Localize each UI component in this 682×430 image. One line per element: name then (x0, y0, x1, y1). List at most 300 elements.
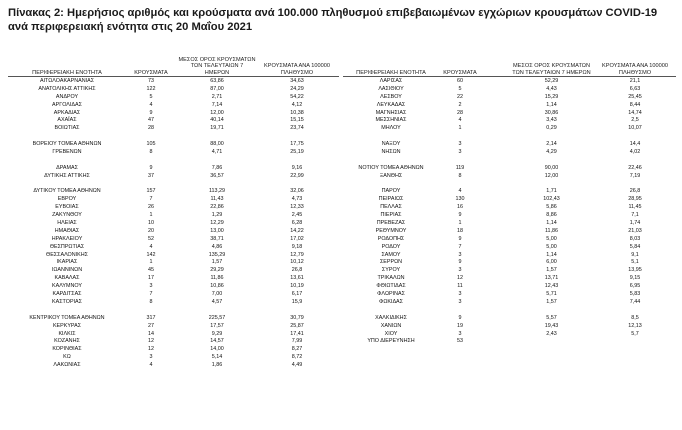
per100k-cell: 12,33 (290, 204, 304, 211)
region-cell: ΔΡΑΜΑΣ (56, 164, 78, 171)
per100k-cell: 5,1 (631, 259, 639, 266)
cases-cell: 28 (457, 109, 463, 116)
cases-cell: 317 (146, 314, 156, 321)
table-row (8, 149, 339, 157)
cases-cell: 8 (149, 149, 153, 156)
cases-cell: 60 (457, 78, 463, 84)
table-row (8, 125, 339, 133)
region-cell: ΛΕΣΒΟΥ (380, 93, 402, 100)
cases-cell: 52 (148, 235, 154, 242)
table-spacer (8, 307, 339, 315)
cases-cell: 10 (148, 220, 154, 227)
table-row (8, 188, 339, 196)
table-spacer (343, 307, 676, 315)
table-row (8, 244, 339, 252)
cases-cell: 26 (148, 204, 154, 211)
avg-cell: 40,14 (210, 117, 224, 124)
avg-cell: 19,43 (544, 322, 559, 329)
per100k-cell: 1,74 (629, 220, 641, 227)
table-row (8, 141, 339, 149)
per100k-cell: 23,74 (290, 125, 304, 132)
table-spacer (343, 157, 676, 165)
table-row (8, 354, 339, 362)
table-row (8, 228, 339, 236)
avg-cell: 7,14 (211, 101, 223, 108)
avg-cell: 90,00 (544, 164, 559, 171)
cases-cell: 9 (458, 259, 462, 266)
per100k-cell: 2,45 (291, 212, 303, 219)
table-row (343, 323, 676, 331)
table-spacer (8, 181, 339, 189)
table-row (343, 165, 676, 173)
region-cell: ΡΟΔΟΠΗΣ (377, 235, 405, 242)
cases-cell: 9 (458, 314, 462, 321)
per100k-cell: 7,99 (291, 338, 303, 345)
table-row (8, 275, 339, 283)
cases-cell: 4 (149, 101, 153, 108)
avg-cell: 36,57 (210, 172, 224, 179)
cases-cell: 20 (148, 227, 154, 234)
table-row (8, 212, 339, 220)
per100k-cell: 25,19 (290, 149, 304, 156)
per100k-cell: 15,15 (290, 117, 304, 124)
avg-cell: 11,43 (210, 196, 224, 203)
region-cell: ΑΡΓΟΛΙΔΑΣ (52, 101, 82, 108)
per100k-cell: 17,75 (290, 141, 304, 148)
header-avg: ΜΕΣΟΣ ΟΡΟΣ ΚΡΟΥΣΜΑΤΩΝ ΤΩΝ ΤΕΛΕΥΤΑΙΩΝ 7 ΗΜΕΡΩΝ (178, 56, 256, 76)
avg-cell: 12,43 (544, 283, 559, 290)
header-cases: ΚΡΟΥΣΜΑΤΑ (134, 69, 168, 76)
region-cell: ΕΥΒΟΙΑΣ (55, 204, 79, 211)
region-cell: ΠΑΡΟΥ (381, 188, 401, 195)
per100k-cell: 12,13 (628, 322, 642, 329)
cases-cell: 9 (149, 109, 153, 116)
avg-cell: 4,29 (546, 149, 557, 156)
header-divider (8, 76, 339, 77)
table-row (343, 173, 676, 181)
cases-cell: 9 (458, 212, 462, 219)
table-row (343, 117, 676, 125)
table-row (8, 86, 339, 94)
region-cell: ΡΟΔΟΥ (381, 243, 401, 250)
cases-cell: 3 (458, 298, 462, 305)
cases-cell: 19 (457, 322, 463, 329)
per100k-cell: 28,95 (628, 196, 642, 203)
avg-cell: 1,14 (546, 101, 557, 108)
per100k-cell: 15,9 (291, 298, 303, 305)
per100k-cell: 26,8 (291, 267, 303, 274)
table-row (8, 165, 339, 173)
table-row (8, 338, 339, 346)
cases-cell: 17 (148, 275, 154, 282)
avg-cell: 11,86 (544, 227, 559, 234)
per100k-cell: 10,19 (290, 283, 304, 290)
cases-cell: 142 (146, 251, 156, 258)
avg-cell: 4,43 (546, 85, 557, 92)
cases-cell: 1 (149, 259, 153, 266)
region-cell: ΚΑΛΥΜΝΟΥ (52, 283, 82, 290)
cases-cell: 130 (455, 196, 465, 203)
table-row (8, 323, 339, 331)
cases-cell: 8 (149, 298, 153, 305)
region-cell: ΕΒΡΟΥ (57, 196, 77, 203)
avg-cell: 0,29 (546, 125, 557, 132)
avg-cell: 5,14 (211, 354, 223, 361)
region-cell: ΥΠΟ ΔΙΕΡΕΥΝΗΣΗ (367, 338, 415, 345)
avg-cell: 113,29 (208, 188, 226, 195)
cases-cell: 9 (149, 164, 153, 171)
region-cell: ΧΙΟΥ (384, 330, 398, 337)
cases-cell: 27 (148, 322, 154, 329)
table-row (8, 283, 339, 291)
table-row (343, 315, 676, 323)
cases-cell: 5 (458, 85, 462, 92)
table-row (8, 204, 339, 212)
table-row (343, 291, 676, 299)
table-row (8, 196, 339, 204)
avg-cell: 11,86 (210, 275, 224, 282)
per100k-cell: 8,27 (291, 346, 303, 353)
region-cell: ΑΝΑΤΟΛΙΚΗΣ ΑΤΤΙΚΗΣ (38, 85, 96, 92)
table-row (8, 173, 339, 181)
per100k-cell: 5,84 (629, 243, 641, 250)
table-row (8, 315, 339, 323)
region-cell: ΝΑΞΟΥ (381, 141, 401, 148)
table-row (343, 259, 676, 267)
region-cell: ΚΟΖΑΝΗΣ (54, 338, 80, 345)
avg-cell: 12,00 (544, 172, 559, 179)
per100k-cell: 14,22 (290, 227, 304, 234)
region-cell: ΖΑΚΥΝΘΟΥ (52, 212, 82, 219)
cases-cell: 45 (148, 267, 154, 274)
per100k-cell: 8,44 (629, 101, 641, 108)
table-row (343, 94, 676, 102)
avg-cell: 2,71 (211, 93, 223, 100)
avg-cell: 102,43 (543, 196, 560, 203)
per100k-cell: 25,45 (628, 93, 642, 100)
cases-cell: 18 (457, 227, 463, 234)
table-row (343, 220, 676, 228)
cases-cell: 105 (146, 141, 156, 148)
per100k-cell: 21,1 (629, 78, 641, 84)
region-cell: ΓΡΕΒΕΝΩΝ (52, 149, 82, 156)
region-cell: ΘΕΣΠΡΩΤΙΑΣ (49, 243, 85, 250)
avg-cell: 14,57 (210, 338, 224, 345)
cases-cell: 22 (457, 93, 463, 100)
avg-cell: 5,00 (546, 235, 557, 242)
avg-cell: 63,86 (210, 78, 224, 84)
avg-cell: 30,86 (544, 109, 559, 116)
table-row (343, 331, 676, 339)
region-cell: ΛΑΣΙΘΙΟΥ (378, 85, 404, 92)
table-row (8, 267, 339, 275)
region-cell: ΗΛΕΙΑΣ (57, 220, 77, 227)
region-cell: ΚΑΡΔΙΤΣΑΣ (52, 291, 82, 298)
per100k-cell: 54,22 (290, 93, 304, 100)
avg-cell: 87,00 (210, 85, 224, 92)
cases-cell: 28 (148, 125, 154, 132)
avg-cell: 3,43 (546, 117, 557, 124)
table-row (343, 299, 676, 307)
per100k-cell: 4,73 (291, 196, 303, 203)
per100k-cell: 7,44 (629, 298, 641, 305)
per100k-cell: 13,61 (290, 275, 304, 282)
table-row (8, 259, 339, 267)
right-table-body (343, 78, 676, 346)
cases-cell: 3 (458, 149, 462, 156)
avg-cell: 14,00 (210, 346, 224, 353)
table-row (8, 252, 339, 260)
table-row (8, 236, 339, 244)
header-region: ΠΕΡΙΦΕΡΕΙΑΚΗ ΕΝΟΤΗΤΑ (32, 69, 102, 76)
left-table (8, 46, 339, 370)
header-per100k: ΚΡΟΥΣΜΑΤΑ ΑΝΑ 100000 ΠΛΗΘΥΣΜΟ (264, 63, 330, 76)
avg-cell: 2,14 (546, 141, 557, 148)
per100k-cell: 5,7 (631, 330, 639, 337)
table-row (343, 141, 676, 149)
table-row (8, 291, 339, 299)
region-cell: ΑΝΔΡΟΥ (55, 93, 79, 100)
avg-cell: 5,00 (546, 243, 557, 250)
region-cell: ΚΕΝΤΡΙΚΟΥ ΤΟΜΕΑ ΑΘΗΝΩΝ (29, 314, 105, 321)
region-cell: ΜΗΛΟΥ (381, 125, 401, 132)
left-table-body (8, 78, 339, 370)
per100k-cell: 6,17 (291, 291, 303, 298)
avg-cell: 1,86 (211, 362, 223, 369)
region-cell: ΒΟΡΕΙΟΥ ΤΟΜΕΑ ΑΘΗΝΩΝ (32, 141, 102, 148)
cases-cell: 7 (458, 243, 462, 250)
table-row (343, 125, 676, 133)
avg-cell: 4,86 (211, 243, 223, 250)
per100k-cell: 2,5 (631, 117, 639, 124)
cases-cell: 4 (458, 117, 462, 124)
avg-cell: 19,71 (210, 125, 224, 132)
region-cell: ΜΕΣΣΗΝΙΑΣ (375, 117, 407, 124)
per100k-cell: 14,74 (628, 109, 642, 116)
region-cell: ΑΧΑΪΑΣ (57, 117, 77, 124)
avg-cell: 7,86 (211, 164, 223, 171)
per100k-cell: 10,38 (290, 109, 304, 116)
avg-cell: 7,00 (211, 291, 223, 298)
table-row (343, 275, 676, 283)
per100k-cell: 24,29 (290, 85, 304, 92)
table-row (343, 244, 676, 252)
avg-cell: 4,71 (211, 149, 223, 156)
table-spacer (343, 181, 676, 189)
right-table-header (343, 46, 676, 76)
per100k-cell: 10,12 (290, 259, 304, 266)
region-cell: ΗΡΑΚΛΕΙΟΥ (51, 235, 83, 242)
region-cell: ΚΑΒΑΛΑΣ (54, 275, 80, 282)
right-table (343, 46, 676, 346)
table-row (343, 228, 676, 236)
region-cell: ΠΕΛΛΑΣ (380, 204, 402, 211)
table-row (8, 102, 339, 110)
avg-cell: 52,29 (544, 78, 559, 84)
avg-cell: 88,00 (210, 141, 224, 148)
region-cell: ΔΥΤΙΚΗΣ ΑΤΤΙΚΗΣ (44, 172, 90, 179)
cases-cell: 12 (148, 338, 154, 345)
region-cell: ΚΕΡΚΥΡΑΣ (52, 322, 82, 329)
table-row (343, 102, 676, 110)
cases-cell: 8 (458, 172, 462, 179)
region-cell: ΑΙΤΩΛΟΑΚΑΡΝΑΝΙΑΣ (39, 78, 95, 84)
cases-cell: 53 (457, 338, 463, 345)
cases-cell: 4 (149, 362, 153, 369)
avg-cell: 1,57 (546, 267, 557, 274)
cases-cell: 3 (458, 141, 462, 148)
cases-cell: 4 (149, 243, 153, 250)
avg-cell: 6,00 (546, 259, 557, 266)
per100k-cell: 30,79 (290, 314, 304, 321)
cases-cell: 12 (457, 275, 463, 282)
region-cell: ΛΑΚΩΝΙΑΣ (53, 362, 81, 369)
cases-cell: 47 (148, 117, 154, 124)
region-cell: ΔΥΤΙΚΟΥ ΤΟΜΕΑ ΑΘΗΝΩΝ (33, 188, 101, 195)
avg-cell: 135,29 (208, 251, 226, 258)
table-row (8, 299, 339, 307)
per100k-cell: 13,95 (628, 267, 642, 274)
region-cell: ΚΑΣΤΟΡΙΑΣ (52, 298, 82, 305)
cases-cell: 16 (457, 204, 463, 211)
cases-cell: 14 (148, 330, 154, 337)
table-row (343, 338, 676, 346)
cases-cell: 5 (149, 93, 153, 100)
table-row (343, 283, 676, 291)
table-row (343, 86, 676, 94)
cases-cell: 37 (148, 172, 154, 179)
region-cell: ΚΟΡΙΝΘΙΑΣ (52, 346, 82, 353)
per100k-cell: 6,63 (629, 85, 641, 92)
avg-cell: 225,57 (208, 314, 226, 321)
per100k-cell: 4,02 (629, 149, 641, 156)
avg-cell: 12,00 (210, 109, 224, 116)
table-row (343, 188, 676, 196)
table-row (8, 117, 339, 125)
table-row (343, 204, 676, 212)
region-cell: ΑΡΚΑΔΙΑΣ (53, 109, 81, 116)
region-cell: ΧΑΝΙΩΝ (380, 322, 402, 329)
per100k-cell: 34,63 (290, 78, 304, 84)
table-row (343, 196, 676, 204)
per100k-cell: 9,1 (631, 251, 639, 258)
region-cell: ΜΑΓΝΗΣΙΑΣ (375, 109, 407, 116)
region-cell: ΣΥΡΟΥ (381, 267, 401, 274)
region-cell: ΙΚΑΡΙΑΣ (56, 259, 78, 266)
region-cell: ΛΕΥΚΑΔΑΣ (376, 101, 406, 108)
table-row (343, 149, 676, 157)
table-row (8, 331, 339, 339)
region-cell: ΦΛΩΡΙΝΑΣ (377, 291, 405, 298)
avg-cell: 10,86 (210, 283, 224, 290)
table-row (343, 212, 676, 220)
region-cell: ΠΡΕΒΕΖΑΣ (376, 220, 406, 227)
avg-cell: 1,57 (546, 298, 557, 305)
region-cell: ΗΜΑΘΙΑΣ (54, 227, 80, 234)
per100k-cell: 10,07 (628, 125, 642, 132)
region-cell: ΛΑΡΙΣΑΣ (379, 78, 403, 84)
cases-cell: 3 (458, 330, 462, 337)
avg-cell: 2,43 (546, 330, 557, 337)
per100k-cell: 5,83 (629, 291, 641, 298)
table-title: Πίνακας 2: Ημερήσιος αριθμός και κρούσματα ανά 100.000 πληθυσμού επιβεβαιωμένων εγχώριων κρουσμάτων COVID-19 ανά περιφερειακή ενότητα στις 20 Μαΐου 2021 (8, 7, 658, 33)
region-cell: ΞΑΝΘΗΣ (379, 172, 403, 179)
cases-cell: 7 (149, 196, 153, 203)
per100k-cell: 4,49 (291, 362, 303, 369)
avg-cell: 15,29 (544, 93, 559, 100)
cases-cell: 7 (149, 291, 153, 298)
cases-cell: 3 (149, 283, 153, 290)
per100k-cell: 6,28 (291, 220, 303, 227)
header-divider (343, 76, 676, 77)
region-cell: ΒΟΙΩΤΙΑΣ (54, 125, 80, 132)
table-row (8, 78, 339, 86)
avg-cell: 13,71 (544, 275, 559, 282)
header-per100k: ΚΡΟΥΣΜΑΤΑ ΑΝΑ 100000 ΠΛΗΘΥΣΜΟ (602, 63, 668, 76)
avg-cell: 17,57 (210, 322, 224, 329)
per100k-cell: 14,4 (629, 141, 641, 148)
region-cell: ΙΩΑΝΝΙΝΩΝ (51, 267, 83, 274)
region-cell: ΤΡΙΚΑΛΩΝ (377, 275, 405, 282)
avg-cell: 1,14 (546, 251, 557, 258)
table-spacer (343, 133, 676, 141)
region-cell: ΘΕΣΣΑΛΟΝΙΚΗΣ (46, 251, 88, 258)
table-spacer (8, 133, 339, 141)
per100k-cell: 7,1 (631, 212, 639, 219)
header-region: ΠΕΡΙΦΕΡΕΙΑΚΗ ΕΝΟΤΗΤΑ (356, 69, 426, 76)
region-cell: ΡΕΘΥΜΝΟΥ (375, 227, 407, 234)
cases-cell: 12 (148, 346, 154, 353)
per100k-cell: 7,19 (629, 172, 641, 179)
avg-cell: 13,00 (210, 227, 224, 234)
per100k-cell: 25,87 (290, 322, 304, 329)
avg-cell: 1,57 (211, 259, 223, 266)
region-cell: ΚΩ (63, 354, 71, 361)
region-cell: ΦΘΙΩΤΙΔΑΣ (376, 283, 406, 290)
per100k-cell: 8,03 (629, 235, 641, 242)
table-row (343, 78, 676, 86)
table-row (343, 110, 676, 118)
per100k-cell: 22,99 (290, 172, 304, 179)
avg-cell: 9,29 (211, 330, 223, 337)
cases-cell: 119 (455, 164, 465, 171)
cases-cell: 3 (458, 267, 462, 274)
per100k-cell: 9,16 (291, 164, 303, 171)
avg-cell: 5,86 (546, 204, 557, 211)
region-cell: ΝΟΤΙΟΥ ΤΟΜΕΑ ΑΘΗΝΩΝ (358, 164, 424, 171)
region-cell: ΚΙΛΚΙΣ (58, 330, 76, 337)
region-cell: ΦΩΚΙΔΑΣ (379, 298, 403, 305)
cases-cell: 1 (458, 125, 462, 132)
cases-cell: 3 (458, 291, 462, 298)
region-cell: ΧΑΛΚΙΔΙΚΗΣ (375, 314, 407, 321)
avg-cell: 4,57 (211, 298, 223, 305)
per100k-cell: 8,72 (291, 354, 303, 361)
table-row (343, 267, 676, 275)
avg-cell: 38,71 (210, 235, 224, 242)
avg-cell: 1,71 (546, 188, 557, 195)
header-cases: ΚΡΟΥΣΜΑΤΑ (443, 69, 477, 76)
avg-cell: 1,29 (211, 212, 223, 219)
region-cell: ΠΙΕΡΙΑΣ (380, 212, 402, 219)
cases-cell: 9 (458, 235, 462, 242)
table-row (343, 252, 676, 260)
table-row (8, 346, 339, 354)
region-cell: ΝΗΣΩΝ (381, 149, 401, 156)
per100k-cell: 6,95 (629, 283, 641, 290)
table-row (8, 220, 339, 228)
per100k-cell: 11,45 (628, 204, 642, 211)
